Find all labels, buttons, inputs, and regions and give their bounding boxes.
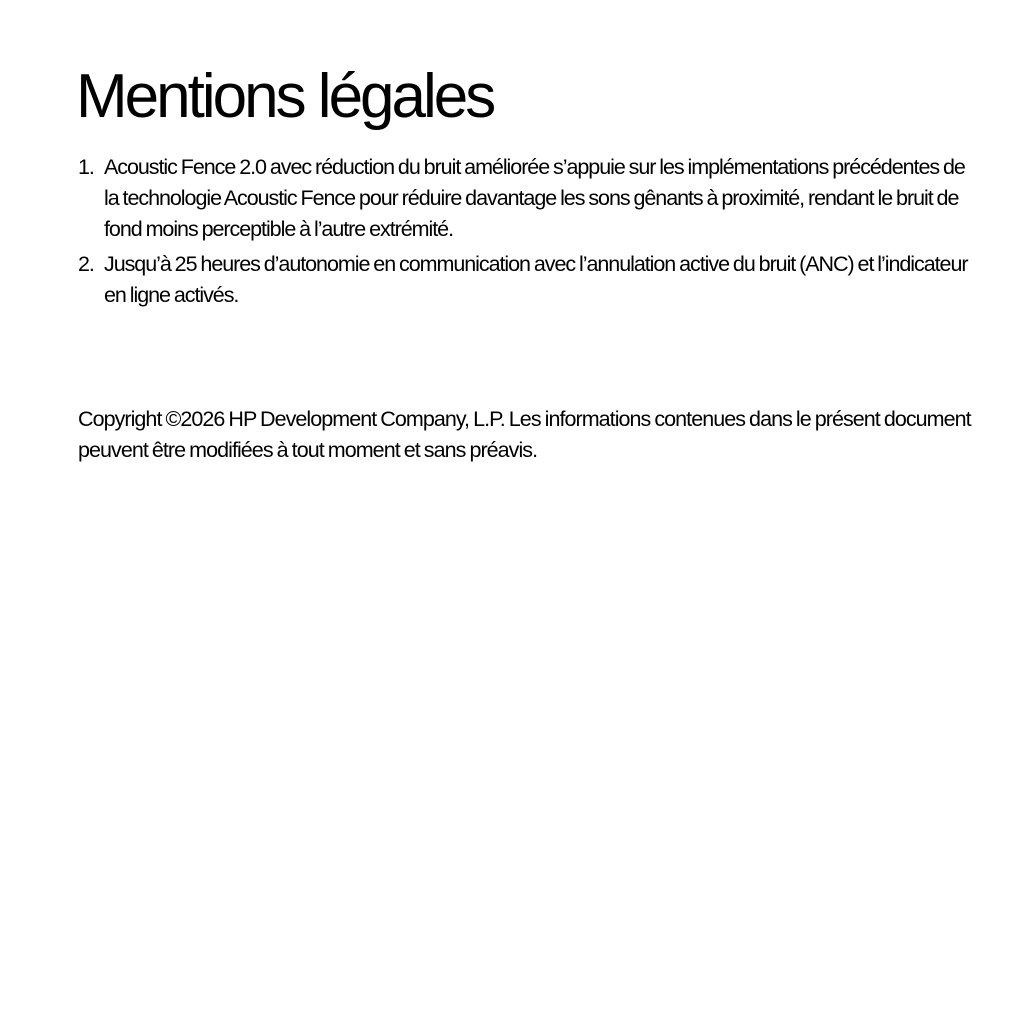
note-text: Acoustic Fence 2.0 avec réduction du bruit améliorée s’appuie sur les implémentations précédentes de la technologie Acoustic Fence pour réduire davantage les sons gênants à proximité, rendant le bruit de fond moins perceptible à l’autre extrémité.: [104, 155, 965, 241]
note-number: 2.: [78, 252, 94, 276]
page-title: Mentions légales: [76, 62, 494, 131]
notes-list: [78, 152, 983, 315]
copyright-notice: Copyright ©2026 HP Development Company, L.P. Les informations contenues dans le présent document peuvent être modifiées à tout moment et sans préavis.: [78, 407, 971, 462]
note-number: 1.: [78, 155, 94, 179]
note-item-2: [78, 249, 983, 311]
note-text: Jusqu’à 25 heures d’autonomie en communication avec l’annulation active du bruit (ANC) et l’indicateur en ligne activés.: [104, 252, 968, 307]
note-item-1: [78, 152, 983, 245]
